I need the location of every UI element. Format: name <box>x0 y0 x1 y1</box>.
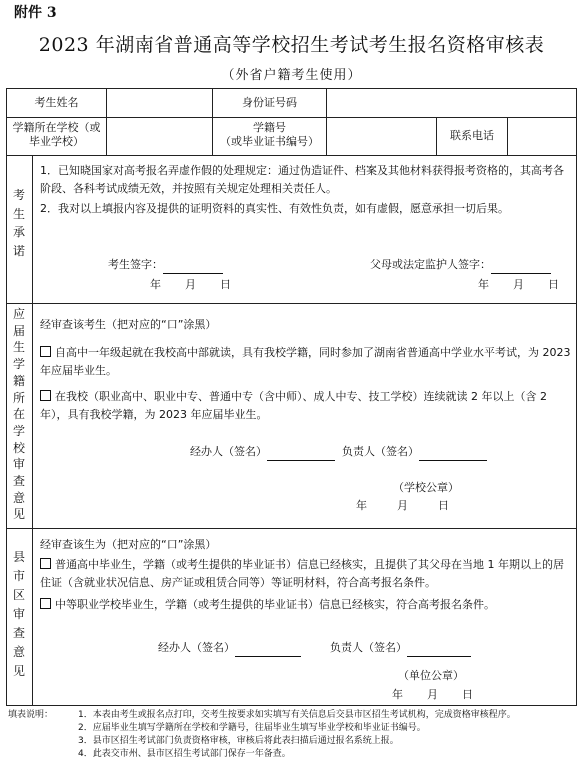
date-day: 日 <box>462 688 473 701</box>
student-signature <box>108 256 223 274</box>
note-item: 1．本表由考生或报名点打印，交考生按要求如实填写有关信息后交县市区招生考试机构，完成资格审核程序。 <box>78 710 516 720</box>
county-option-1-text: 普通高中毕业生，学籍（或考生提供的毕业证书）信息已经核实，且提供了其父母在当地 1 年期以上的居住证（含就业状况信息、房产证或租赁合同等）等证明材料，符合高考报名条件。 <box>40 558 564 589</box>
school-option-2-text: 在我校（职业高中、职业中专、普通中专（含中师）、成人中专、技工学校）连续就读 2 年以上（含 2 年），具有我校学籍，为 2023 年应届毕业生。 <box>40 390 547 421</box>
student-no-field[interactable] <box>327 118 435 155</box>
side-char: 审 <box>12 457 25 472</box>
date-year: 年 <box>356 499 367 512</box>
side-char: 校 <box>12 440 25 455</box>
county-seal-label: （单位公章） <box>398 669 464 682</box>
date-month: 月 <box>427 688 438 701</box>
side-char: 意 <box>12 490 25 505</box>
handler-sign-line[interactable] <box>235 644 301 657</box>
id-number-label: 身份证号码 <box>242 96 297 109</box>
school-label-line1: 学籍所在学校（或 <box>12 121 101 134</box>
side-char: 查 <box>12 474 25 489</box>
note-item: 2．应届毕业生填写学籍所在学校和学籍号，往届毕业生填写毕业学校和毕业证书编号。 <box>78 723 426 733</box>
form-subtitle: （外省户籍考生使用） <box>221 68 362 83</box>
side-char: 市 <box>12 569 25 583</box>
side-char: 县 <box>12 550 25 564</box>
side-char: 见 <box>12 664 25 678</box>
responsible-label: 负责人（签名） <box>330 641 407 654</box>
school-review-date <box>356 497 449 515</box>
id-number-field[interactable] <box>327 89 575 117</box>
school-option-1-text: 自高中一年级起就在我校高中部就读，具有我校学籍，同时参加了湖南省普通高中学业水平考试，为 2023 年应届毕业生。 <box>40 346 571 377</box>
school-option-1 <box>40 344 572 380</box>
side-char: 所 <box>12 390 25 405</box>
responsible-sign-line[interactable] <box>419 448 487 461</box>
notes-list <box>78 709 578 761</box>
county-review-intro: 经审查该生为（把对应的“口”涂黑） <box>40 538 217 551</box>
commitment-item-2: 2．我对以上填报内容及提供的证明资料的真实性、有效性负责，如有虚假，愿意承担一切后果。 <box>40 202 509 215</box>
student-no-label <box>213 121 326 149</box>
county-review-date <box>392 686 473 704</box>
side-char: 见 <box>12 507 25 522</box>
county-option-2-text: 中等职业学校毕业生，学籍（或考生提供的毕业证书）信息已经核实，符合高考报名条件。 <box>55 598 495 611</box>
parent-signature <box>370 256 551 274</box>
side-char: 承 <box>12 225 25 240</box>
student-no-label-line1: 学籍号 <box>253 121 286 134</box>
school-option-2-checkbox[interactable] <box>40 390 51 401</box>
attachment-label: 附件 3 <box>14 5 57 21</box>
county-responsible-signature <box>330 639 471 657</box>
handler-label: 经办人（签名） <box>190 445 267 458</box>
commitment-item-1: 1．已知晓国家对高考报名弄虚作假的处理规定：通过伪造证件、档案及其他材料获得报考资格的，其高考各阶段、各科考试成绩无效，并按照有关规定处理相关责任人。 <box>40 164 564 195</box>
note-item: 3．县市区招生考试部门负责资格审核，审核后将此表扫描后通过报名系统上报。 <box>78 736 399 746</box>
side-char: 意 <box>12 645 25 659</box>
school-field[interactable] <box>107 118 211 155</box>
school-handler-signature <box>190 443 335 461</box>
date-year: 年 <box>392 688 403 701</box>
school-option-1-checkbox[interactable] <box>40 346 51 357</box>
handler-label: 经办人（签名） <box>158 641 235 654</box>
student-sign-line[interactable] <box>163 261 223 274</box>
student-name-label: 考生姓名 <box>34 96 79 109</box>
parent-sign-label: 父母或法定监护人签字： <box>370 258 491 271</box>
date-year: 年 <box>478 278 489 291</box>
side-char: 查 <box>12 626 25 640</box>
responsible-sign-line[interactable] <box>407 644 471 657</box>
student-no-label-line2: （或毕业证书编号） <box>220 135 319 148</box>
school-label-line2: 毕业学校） <box>29 135 84 148</box>
county-option-2 <box>40 596 572 614</box>
side-char: 学 <box>12 423 25 438</box>
school-seal-label: （学校公章） <box>393 481 459 494</box>
side-char: 届 <box>12 323 25 338</box>
student-name-field[interactable] <box>107 89 211 117</box>
side-char: 应 <box>12 307 25 321</box>
date-month: 月 <box>185 278 196 291</box>
phone-label: 联系电话 <box>450 129 494 142</box>
side-char: 在 <box>12 407 25 422</box>
handler-sign-line[interactable] <box>267 448 335 461</box>
parent-sign-date <box>478 276 559 294</box>
school-review-intro: 经审查该考生（把对应的“口”涂黑） <box>40 318 217 331</box>
school-label <box>7 121 106 149</box>
side-char: 学 <box>12 357 25 372</box>
side-char: 区 <box>12 588 25 602</box>
student-sign-date <box>150 276 231 294</box>
note-item: 4．此表交市州、县市区招生考试部门保存一年备查。 <box>78 749 291 759</box>
form-title: 2023 年湖南省普通高等学校招生考试考生报名资格审核表 <box>38 34 545 56</box>
date-month: 月 <box>513 278 524 291</box>
county-review-side-label <box>6 548 32 681</box>
side-char: 考 <box>12 188 25 202</box>
date-year: 年 <box>150 278 161 291</box>
student-sign-label: 考生签字： <box>108 258 163 271</box>
date-month: 月 <box>397 499 408 512</box>
date-day: 日 <box>220 278 231 291</box>
school-review-side-label <box>6 306 32 523</box>
notes-label: 填表说明： <box>8 710 54 720</box>
side-char: 生 <box>12 206 25 221</box>
side-char: 生 <box>12 340 25 355</box>
date-day: 日 <box>548 278 559 291</box>
county-option-1-checkbox[interactable] <box>40 558 51 569</box>
side-char: 诺 <box>12 243 25 258</box>
date-day: 日 <box>438 499 449 512</box>
parent-sign-line[interactable] <box>491 261 551 274</box>
responsible-label: 负责人（签名） <box>342 445 419 458</box>
school-option-2 <box>40 388 572 424</box>
side-char: 籍 <box>12 373 25 388</box>
commitment-side-label <box>6 186 32 260</box>
county-handler-signature <box>158 639 301 657</box>
school-responsible-signature <box>342 443 487 461</box>
county-option-2-checkbox[interactable] <box>40 598 51 609</box>
county-option-1 <box>40 556 572 592</box>
phone-field[interactable] <box>508 118 575 155</box>
side-char: 审 <box>12 607 25 621</box>
